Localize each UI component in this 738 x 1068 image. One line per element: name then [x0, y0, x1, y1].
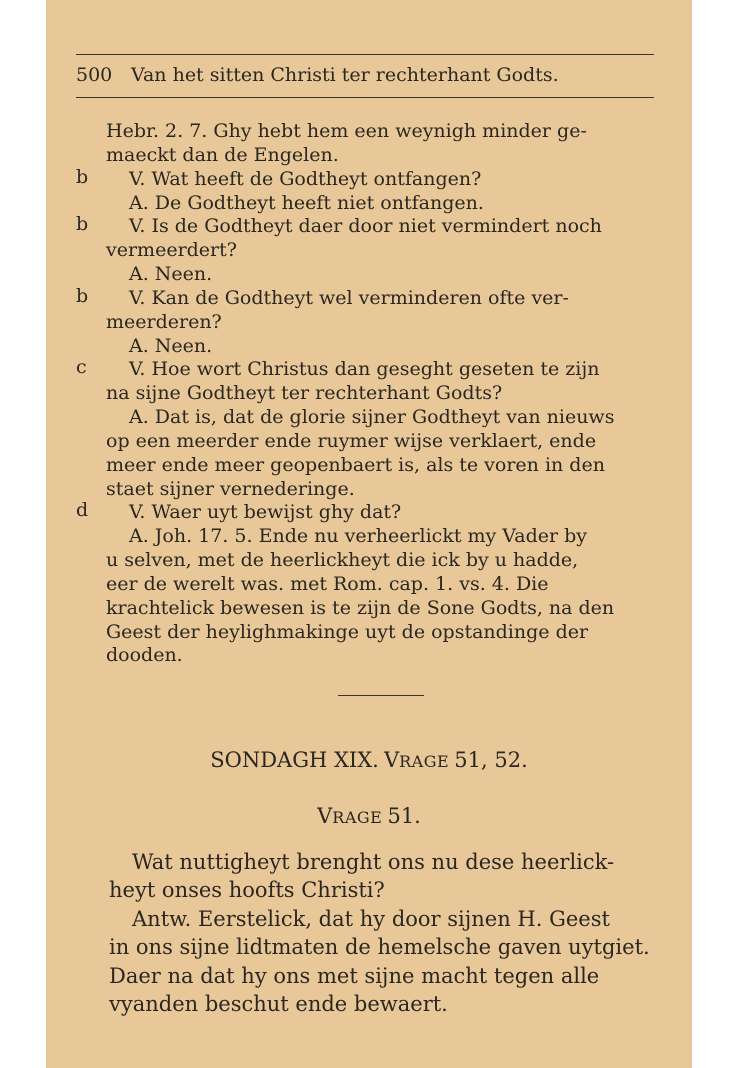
text-line: A. Joh. 17. 5. Ende nu verheerlickt my Vader by — [129, 525, 588, 547]
text-line: krachtelick bewesen is te zijn de Sone Godts, na den — [106, 597, 615, 619]
section-divider — [338, 695, 424, 696]
vrage-caps: RAGE — [332, 808, 383, 827]
header-top-rule — [76, 54, 654, 55]
page-number: 500 — [76, 64, 113, 86]
text-line: Geest der heylighmakinge uyt de opstandinge der — [106, 621, 589, 643]
text-line: A. Dat is, dat de glorie sijner Godtheyt van nieuws — [129, 406, 615, 428]
answer-line: in ons sijne lidtmaten de hemelsche gaven uytgiet. — [109, 935, 650, 959]
vrage-heading — [46, 804, 692, 828]
margin-letter: d — [76, 499, 89, 521]
text-line: A. Neen. — [129, 335, 213, 357]
vrage-numbers: 51, 52. — [454, 748, 528, 772]
text-line: op een meerder ende ruymer wijse verklaert, ende — [106, 430, 597, 452]
text-line: maeckt dan de Engelen. — [106, 144, 339, 166]
sondagh-heading — [46, 748, 692, 772]
text-line: V. Wat heeft de Godtheyt ontfangen? — [129, 168, 482, 190]
header-bottom-rule — [76, 97, 654, 98]
text-line: V. Hoe wort Christus dan geseght geseten te zijn — [129, 358, 600, 380]
text-line: V. Waer uyt bewijst ghy dat? — [129, 501, 402, 523]
text-line: V. Is de Godtheyt daer door niet vermindert noch — [129, 215, 602, 237]
answer-line: Daer na dat hy ons met sijne macht tegen alle — [109, 964, 600, 988]
text-line: vermeerdert? — [106, 239, 237, 261]
text-line: V. Kan de Godtheyt wel verminderen ofte ver- — [129, 287, 569, 309]
text-line: na sijne Godtheyt ter rechterhant Godts? — [106, 382, 503, 404]
running-header — [76, 64, 656, 86]
margin-letter: b — [76, 166, 89, 188]
text-line: eer de werelt was. met Rom. cap. 1. vs. 4. Die — [106, 573, 549, 595]
question-line: heyt onses hoofts Christi? — [109, 878, 385, 902]
vrage-initial: V — [383, 748, 400, 772]
vrage-caps: RAGE — [399, 752, 450, 771]
text-line: A. Neen. — [129, 263, 213, 285]
running-title: Van het sitten Christi ter rechterhant Godts. — [131, 64, 559, 86]
margin-letter: b — [76, 213, 89, 235]
margin-letter: c — [76, 356, 87, 378]
text-line: dooden. — [106, 644, 183, 666]
text-line: meerderen? — [106, 311, 222, 333]
question-line: Wat nuttigheyt brenght ons nu dese heerlick- — [132, 850, 615, 874]
sondagh-label: SONDAGH XIX. — [210, 748, 379, 772]
vrage-number: 51. — [387, 804, 421, 828]
text-line: u selven, met de heerlickheyt die ick by u hadde, — [106, 549, 579, 571]
text-line: staet sijner vernederinge. — [106, 478, 355, 500]
answer-line: vyanden beschut ende bewaert. — [109, 992, 448, 1016]
vrage-initial: V — [317, 804, 333, 828]
text-line: Hebr. 2. 7. Ghy hebt hem een weynigh minder ge- — [106, 120, 587, 142]
answer-line: Antw. Eerstelick, dat hy door sijnen H. Geest — [132, 907, 610, 931]
text-line: meer ende meer geopenbaert is, als te voren in den — [106, 454, 605, 476]
text-line: A. De Godtheyt heeft niet ontfangen. — [129, 192, 484, 214]
margin-letter: b — [76, 285, 89, 307]
